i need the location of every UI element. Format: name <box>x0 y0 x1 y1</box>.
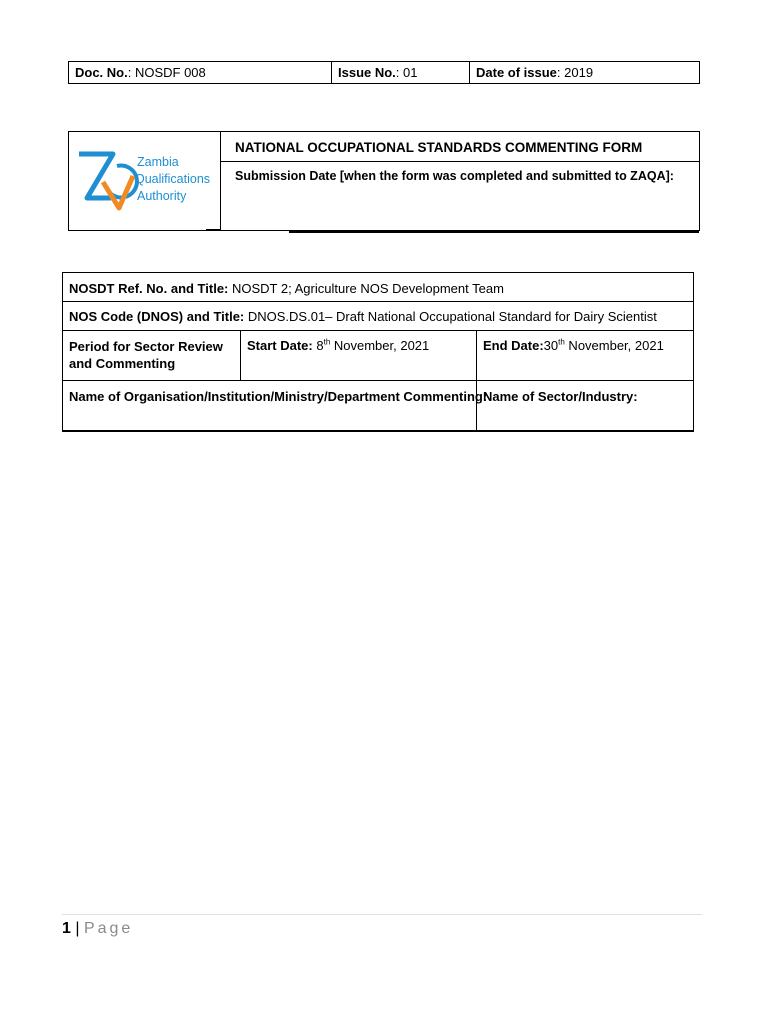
date-of-issue-label: Date of issue <box>476 65 557 80</box>
doc-number-cell <box>69 62 332 83</box>
end-date-rest: November, 2021 <box>564 338 664 353</box>
end-date-day: 30 <box>543 338 559 353</box>
review-period-row <box>63 331 693 381</box>
sector-cell[interactable] <box>477 381 693 431</box>
date-of-issue-cell <box>470 62 699 83</box>
details-table-bottom-rule <box>62 430 694 432</box>
issue-number-label: Issue No. <box>338 65 396 80</box>
nos-code-row <box>63 302 693 331</box>
nosdt-ref-value: NOSDT 2; Agriculture NOS Development Team <box>228 281 504 296</box>
start-date-cell <box>241 331 477 380</box>
organisation-cell[interactable] <box>63 381 488 431</box>
page-footer <box>62 920 133 938</box>
end-date-label: End Date: <box>483 338 544 353</box>
zaqa-logo-cell <box>69 132 221 230</box>
review-period-label: Period for Sector Review and Commenting <box>69 339 223 371</box>
doc-number-label: Doc. No. <box>75 65 128 80</box>
page-number: 1 <box>62 920 71 937</box>
logo-check-mark <box>103 176 133 208</box>
issue-number-value: : 01 <box>395 65 418 80</box>
page-separator: | <box>70 920 84 937</box>
form-title: NATIONAL OCCUPATIONAL STANDARDS COMMENTING FORM <box>221 132 699 162</box>
end-date-suffix: th <box>558 337 565 347</box>
nos-code-label: NOS Code (DNOS) and Title: <box>69 309 245 324</box>
zaqa-logo <box>73 146 219 218</box>
title-box-bottom-rule <box>289 231 699 233</box>
start-date-day: 8 <box>312 338 324 353</box>
nos-code-value: DNOS.DS.01– Draft National Occupational Standard for Dairy Scientist <box>244 309 657 324</box>
sector-label: Name of Sector/Industry: <box>483 389 638 404</box>
start-date-suffix: th <box>323 337 331 347</box>
organisation-label: Name of Organisation/Institution/Ministry/Department Commenting: <box>69 389 488 404</box>
logo-text-line1: Zambia <box>137 155 179 169</box>
start-date-rest: November, 2021 <box>330 338 430 353</box>
start-date-label: Start Date: <box>247 338 313 353</box>
footer-divider <box>62 914 702 915</box>
nosdt-ref-label: NOSDT Ref. No. and Title: <box>69 281 229 296</box>
issue-number-cell <box>332 62 470 83</box>
end-date-cell <box>477 331 693 380</box>
date-of-issue-value: : 2019 <box>556 65 594 80</box>
submission-date-label: Submission Date [when the form was completed and submitted to ZAQA]: <box>235 169 674 183</box>
logo-text-line3: Authority <box>137 189 187 203</box>
logo-text-line2: Qualifications <box>135 172 211 186</box>
page-word: Page <box>83 920 134 937</box>
doc-number-value: : NOSDF 008 <box>127 65 206 80</box>
form-title-area <box>221 132 699 230</box>
organisation-row <box>63 381 693 431</box>
document-header-table <box>68 61 700 84</box>
review-period-label-cell <box>63 331 241 380</box>
nos-details-table <box>62 272 694 432</box>
nosdt-ref-row <box>63 273 693 302</box>
form-title-box <box>68 131 700 231</box>
logo-cell-underline <box>206 229 221 230</box>
